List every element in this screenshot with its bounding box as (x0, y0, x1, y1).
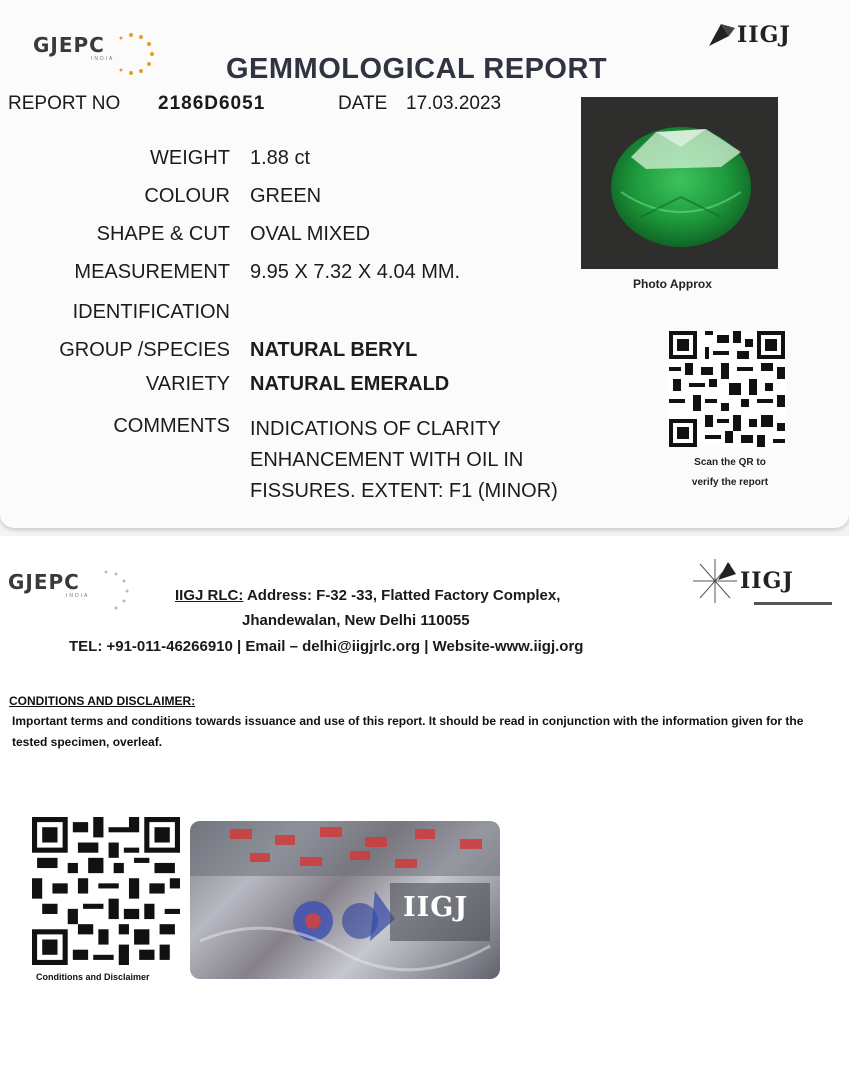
report-no-label: REPORT NO (8, 93, 121, 114)
iigj-logo-text: IIGJ (737, 22, 791, 48)
comments-line: FISSURES. EXTENT: F1 (MINOR) (250, 480, 558, 502)
gjepc-logo-back (8, 570, 134, 614)
gjepc-logo-subtext: INDIA (66, 593, 90, 599)
iigj-logo-underline (754, 602, 832, 605)
field-label: COMMENTS (113, 415, 230, 437)
emerald-gem-image (581, 97, 778, 269)
hologram-sticker (190, 821, 500, 979)
report-front-card (0, 0, 849, 528)
field-label: SHAPE & CUT (96, 223, 230, 245)
iigj-burst-icon (690, 556, 740, 606)
comments-line: INDICATIONS OF CLARITY (250, 418, 501, 440)
hologram-logo-text: IIGJ (403, 892, 469, 923)
conditions-text: Important terms and conditions towards issuance and use of this report. It should be read in conjunction with the information given for the tested specimen, overleaf. (12, 714, 804, 749)
gjepc-logo-subtext: INDIA (91, 56, 115, 62)
conditions-qr-code[interactable] (32, 815, 180, 967)
report-title: GEMMOLOGICAL REPORT (226, 53, 608, 85)
gjepc-dots-icon (109, 31, 159, 77)
date-label: DATE (338, 93, 388, 114)
iigj-logo (707, 22, 791, 48)
qr-caption-line: Scan the QR to (694, 457, 766, 468)
gjepc-dots-icon (84, 568, 134, 614)
qr-caption-line: verify the report (691, 477, 769, 488)
iigj-logo-underline (740, 66, 820, 67)
field-label: MEASUREMENT (74, 261, 230, 283)
verify-qr-code[interactable] (668, 331, 786, 447)
field-value: NATURAL BERYL (250, 339, 418, 361)
address-line-1 (175, 587, 560, 604)
iigj-logo-text: IIGJ (740, 568, 794, 594)
gjepc-logo (33, 33, 159, 77)
comments-value (250, 414, 558, 507)
gjepc-logo-text: GJEPC (33, 33, 105, 57)
qr-caption (671, 453, 789, 493)
field-label: VARIETY (145, 373, 230, 395)
field-value: GREEN (250, 185, 322, 207)
conditions-title: CONDITIONS AND DISCLAIMER: (9, 694, 196, 708)
conditions-qr-caption: Conditions and Disclaimer (36, 972, 150, 982)
date-value: 17.03.2023 (406, 93, 502, 114)
field-value: NATURAL EMERALD (250, 373, 450, 395)
field-label: COLOUR (144, 185, 230, 207)
field-value: 1.88 ct (250, 147, 311, 169)
comments-line: ENHANCEMENT WITH OIL IN (250, 449, 524, 471)
iigj-logo-back (690, 556, 794, 606)
field-label: WEIGHT (150, 147, 230, 169)
field-value: 9.95 X 7.32 X 4.04 MM. (250, 261, 461, 283)
field-label: GROUP /SPECIES (59, 339, 230, 361)
field-value: OVAL MIXED (250, 223, 371, 245)
address-line-2: Jhandewalan, New Delhi 110055 (242, 612, 470, 629)
address-label: IIGJ RLC: (175, 587, 244, 604)
address-text: Address: F-32 -33, Flatted Factory Complex, (246, 587, 561, 604)
gem-photo (581, 97, 778, 269)
gjepc-logo-text: GJEPC (8, 570, 80, 594)
photo-caption: Photo Approx (633, 277, 712, 291)
contact-line: TEL: +91-011-46266910 | Email – delhi@iigjrlc.org | Website-www.iigj.org (69, 638, 584, 655)
iigj-diamond-icon (707, 22, 737, 48)
report-no-value: 2186D6051 (158, 93, 266, 114)
field-label: IDENTIFICATION (72, 301, 230, 323)
